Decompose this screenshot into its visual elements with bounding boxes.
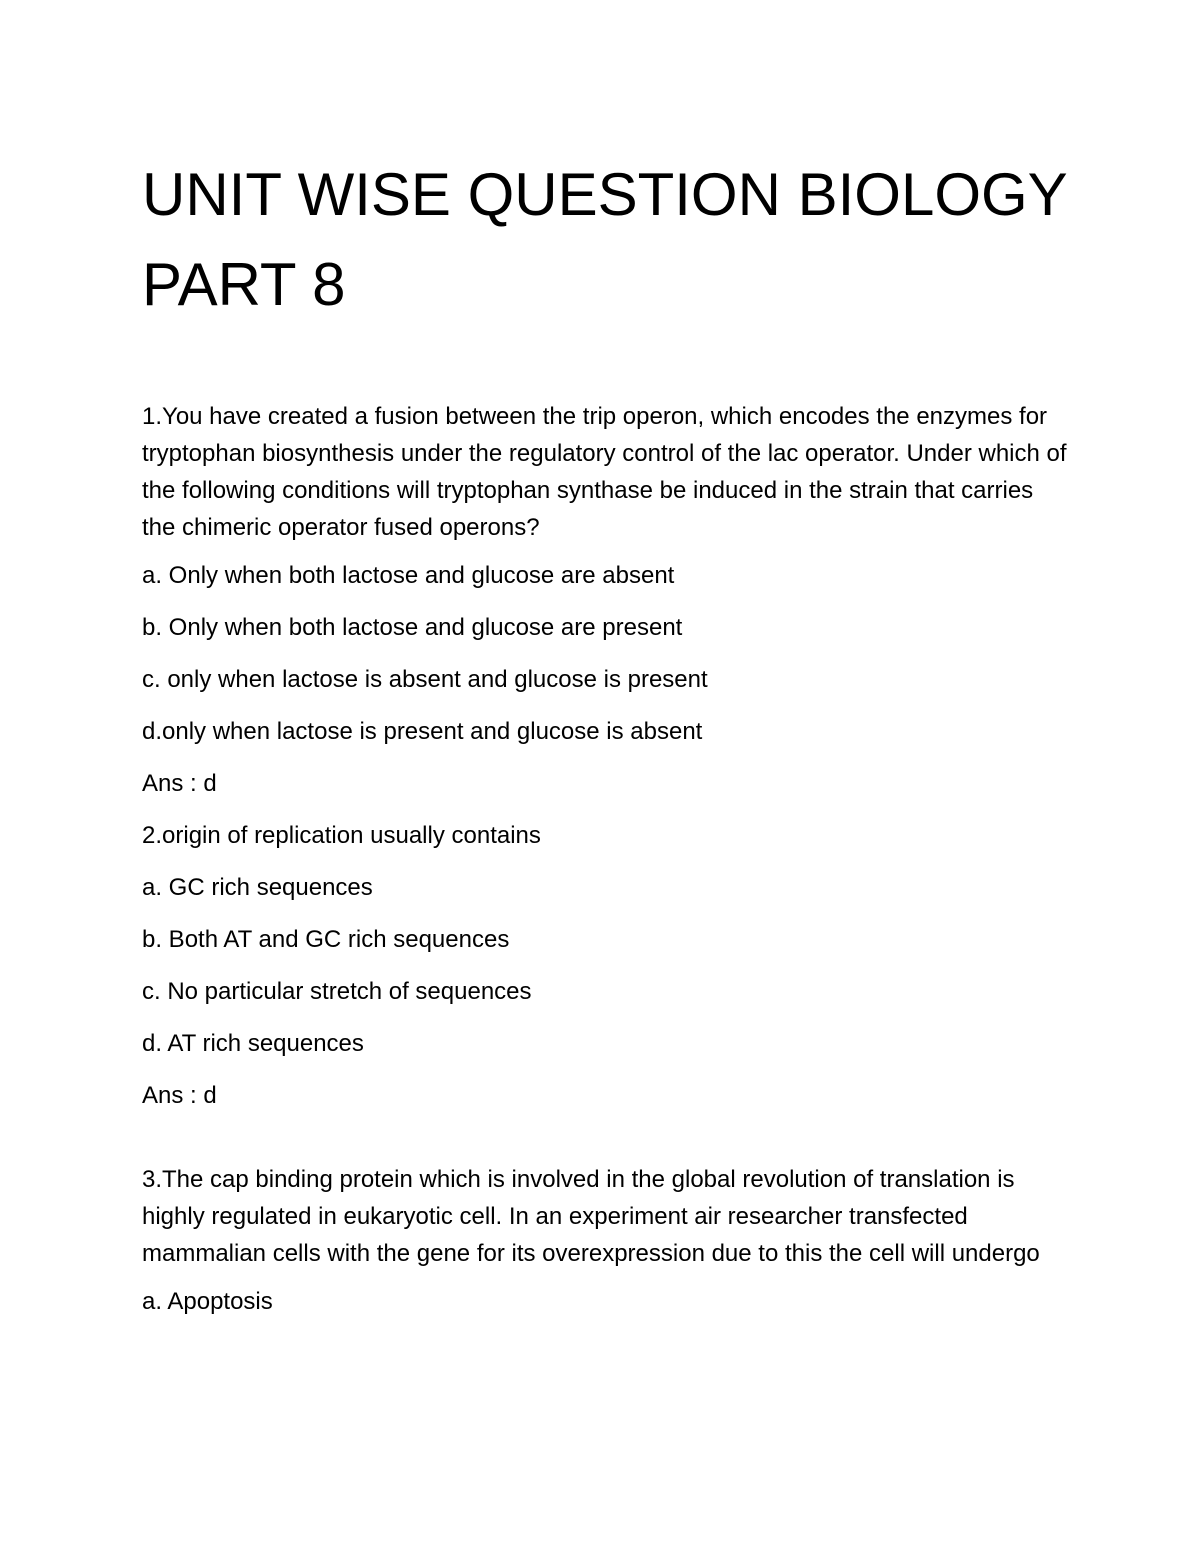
question-1-answer: Ans : d: [142, 770, 217, 797]
question-2-option-a: a. GC rich sequences: [142, 874, 373, 901]
title-line-1: UNIT WISE QUESTION BIOLOGY: [142, 161, 1068, 228]
document-page: [142, 150, 1072, 1317]
question-3-text: 3.The cap binding protein which is involved in the global revolution of translation is highly regulated in eukaryotic cell. In an experiment air researcher transfected mammalian cells with the gene for its overexpression due to this the cell will undergo: [142, 1166, 1040, 1267]
question-2-answer: Ans : d: [142, 1082, 217, 1109]
question-3: [142, 1161, 1072, 1317]
document-title: [142, 150, 1072, 330]
question-1: [142, 398, 1072, 799]
question-1-text: 1.You have created a fusion between the trip operon, which encodes the enzymes for tryptophan biosynthesis under the regulatory control of the lac operator. Under which of the following conditions will tryptophan synthase be induced in the strain that carries the chimeric operator fused operons?: [142, 403, 1067, 541]
question-1-option-b: b. Only when both lactose and glucose are present: [142, 614, 683, 641]
question-1-option-d: d.only when lactose is present and glucose is absent: [142, 718, 703, 745]
title-line-2: PART 8: [142, 251, 346, 318]
question-2-text: 2.origin of replication usually contains: [142, 822, 541, 849]
question-2-option-b: b. Both AT and GC rich sequences: [142, 926, 510, 953]
question-1-option-c: c. only when lactose is absent and glucose is present: [142, 666, 708, 693]
question-2-option-c: c. No particular stretch of sequences: [142, 978, 532, 1005]
question-2: [142, 821, 1072, 1111]
question-2-option-d: d. AT rich sequences: [142, 1030, 364, 1057]
question-1-option-a: a. Only when both lactose and glucose are absent: [142, 562, 675, 589]
question-3-option-a: a. Apoptosis: [142, 1288, 273, 1315]
